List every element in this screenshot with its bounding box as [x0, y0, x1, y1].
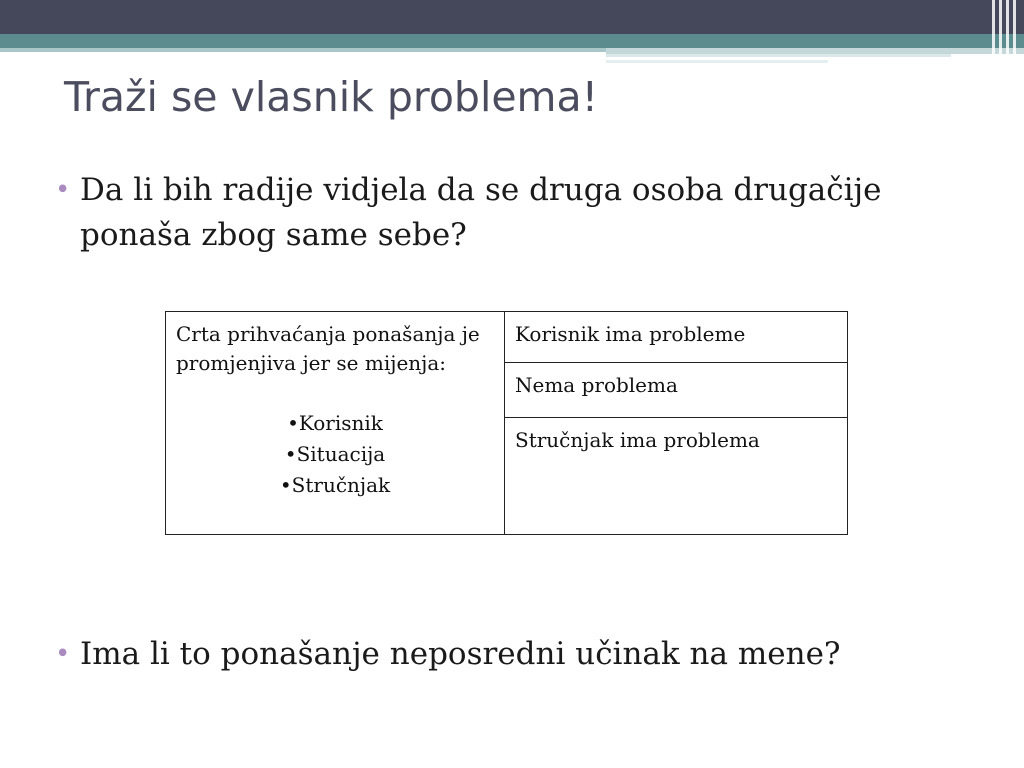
- table-left-intro: Crta prihvaćanja ponašanja je promjenjiva jer se mijenja:: [176, 322, 480, 375]
- bullet-1-line-2: ponaša zbog same sebe?: [80, 217, 467, 253]
- ownership-table: [165, 311, 848, 535]
- header-stripes: [990, 0, 1024, 68]
- table-row-nema-problema: Nema problema: [505, 362, 848, 418]
- bullet-text-1: [80, 168, 882, 258]
- bullet-dot-icon: •: [55, 175, 71, 205]
- slide-title: Traži se vlasnik problema!: [64, 73, 599, 121]
- bullet-item-2: [55, 632, 975, 680]
- bullet-1-line-1: Da li bih radije vidjela da se druga osoba drugačije: [80, 172, 882, 208]
- header-teal-bar: [0, 34, 1024, 48]
- header-thin-line-short: [606, 60, 828, 63]
- list-item-strucnjak: •Stručnjak: [279, 473, 391, 497]
- bullet-item-1: [55, 168, 975, 263]
- header-light-bar: [0, 48, 610, 52]
- header-dark-bar: [0, 0, 1024, 34]
- list-item-situacija: •Situacija: [284, 442, 386, 466]
- bullet-dot-icon: •: [55, 639, 71, 669]
- table-left-cell: [166, 312, 505, 535]
- table-row-korisnik-ima-probleme: Korisnik ima probleme: [505, 312, 848, 363]
- table-row-strucnjak-ima-problema: Stručnjak ima problema: [505, 418, 848, 535]
- list-item-korisnik: •Korisnik: [287, 411, 383, 435]
- table-left-list: [176, 408, 494, 501]
- header-thin-line: [606, 54, 951, 57]
- bullet-text-2: Ima li to ponašanje neposredni učinak na mene?: [80, 636, 841, 672]
